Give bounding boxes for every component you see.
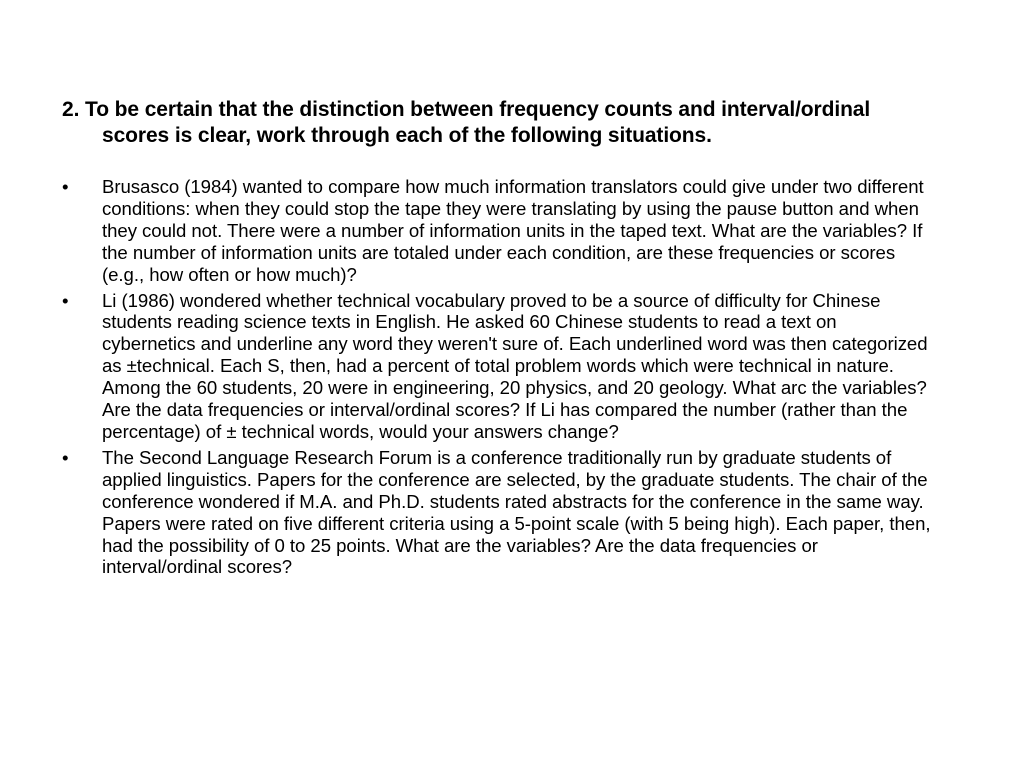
bullet-item-brusasco [62, 176, 934, 286]
bullet-item-li [62, 290, 934, 443]
bullet-marker: • [62, 446, 69, 468]
bullet-item-slrf [62, 447, 934, 578]
slide-heading [62, 97, 922, 149]
bullet-text: The Second Language Research Forum is a conference traditionally run by graduate students of applied linguistics. Papers for the conference are selected, by the graduate students. The chair of the conference wondered if M.A. and Ph.D. students rated abstracts for the conference in the same way. Papers were rated on five different criteria using a 5-point scale (with 5 being high). Each paper, then, had the possibility of 0 to 25 points. What are the variables? Are the data frequencies or interval/ordinal scores? [102, 446, 931, 578]
heading-text: 2. To be certain that the distinction between frequency counts and interval/ordinal scores is clear, work through each of the following situations. [62, 98, 871, 147]
bullet-text: Li (1986) wondered whether technical vocabulary proved to be a source of difficulty for Chinese students reading science texts in English. He asked 60 Chinese students to read a text on cybernetics and underline any word they weren't sure of. Each underlined word was then categorized as ±technical. Each S, then, had a percent of total problem words which were technical in nature. Among the 60 students, 20 were in engineering, 20 physics, and 20 geology. What arc the variables? Are the data frequencies or interval/ordinal scores? If Li has compared the number (rather than the percentage) of ± technical words, would your answers change? [102, 289, 928, 442]
bullet-text: Brusasco (1984) wanted to compare how much information translators could give under two different conditions: when they could stop the tape they were translating by using the pause button and when they could not. There were a number of information units in the taped text. What are the variables? If the number of information units are totaled under each condition, are these frequencies or scores (e.g., how often or how much)? [102, 176, 924, 285]
bullet-list [62, 176, 934, 578]
bullet-marker: • [62, 289, 69, 311]
bullet-marker: • [62, 176, 69, 197]
